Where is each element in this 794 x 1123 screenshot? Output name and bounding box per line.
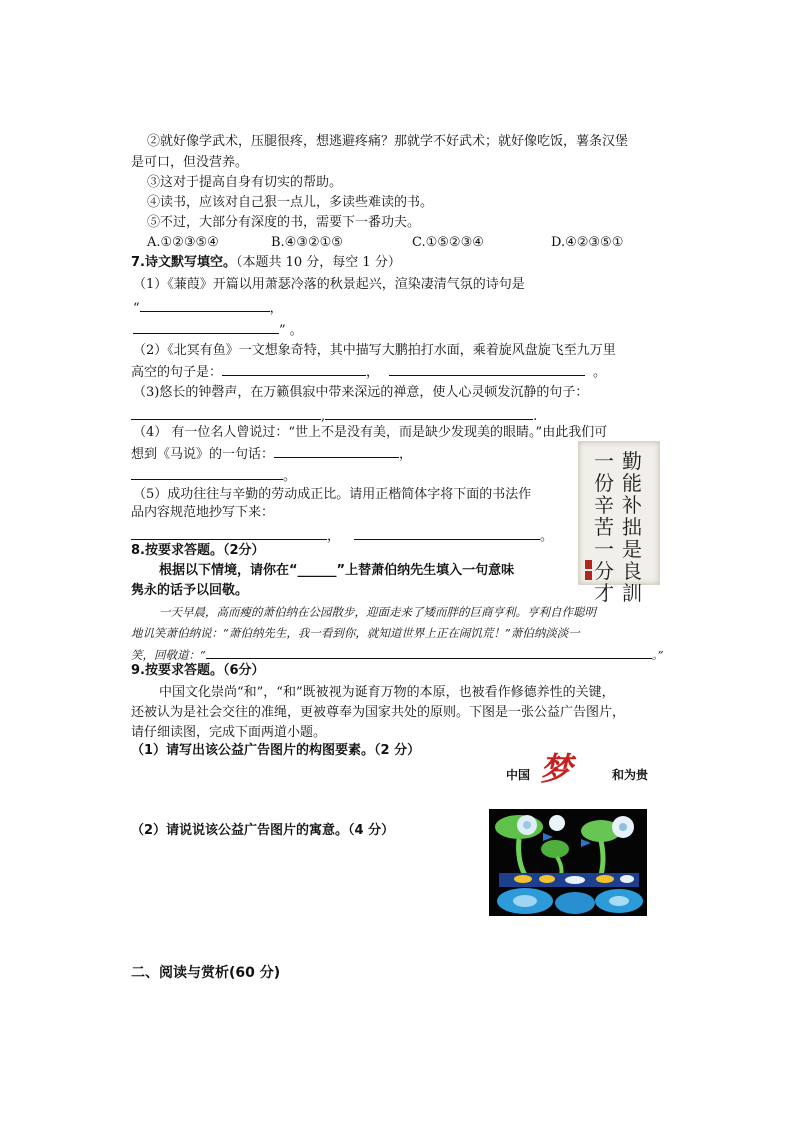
q8-story-end: 。”	[651, 648, 664, 662]
q8-prompt-b: 隽永的话予以回敬。	[131, 583, 249, 598]
q7-part2-prompt: （2）《北冥有鱼》一文想象奇特，其中描写大鹏拍打水面，乘着旋风盘旋飞至九万里	[133, 343, 616, 358]
q7-heading-line	[131, 254, 401, 272]
lotus-illustration	[489, 809, 647, 916]
q7-blank-10[interactable]	[354, 526, 540, 540]
q7-part5-lead: 品内容规范地抄写下来：	[131, 505, 275, 520]
q7-part2-line	[131, 362, 606, 382]
q8-story-a: 一天早晨，高而瘦的萧伯纳在公园散步，迎面走来了矮而胖的巨商亨利。亨利自作聪明	[159, 605, 596, 619]
q7-part4-lead: 想到《马说》的一句话：	[131, 447, 275, 462]
q6-sentence-4: ④读书，应该对自己狠一点儿，多读些难读的书。	[147, 195, 434, 210]
q7-part3-prompt: （3)悠长的钟磬声，在万籁俱寂中带来深远的禅意，使人心灵顿发沉静的句子：	[133, 385, 589, 400]
q7-blank-3[interactable]	[222, 362, 366, 376]
q7-part3-end: .	[533, 409, 538, 424]
q9-heading: 9.按要求答题。（6分）	[131, 663, 265, 678]
q9-sub1: （1）请写出该公益广告图片的构图要素。（2 分）	[131, 743, 421, 758]
q7-heading: 7.诗文默写填空。	[131, 255, 236, 270]
q8-prompt-a: 根据以下情境，请你在“______”上替萧伯纳先生填入一句意味	[159, 563, 515, 578]
q6-sentence-5: ⑤不过，大部分有深度的书，需要下一番功夫。	[147, 215, 421, 230]
q7-part3-line	[131, 406, 537, 426]
q7-part1-line2	[133, 320, 303, 340]
q7-part1-close: ” 。	[279, 323, 303, 338]
q6-sentence-2a: ②就好像学武术，压腿很疼，想逃避疼痛？那就学不好武术；就好像吃饭，薯条汉堡	[147, 134, 629, 149]
q6-option-b[interactable]: B.④③②①⑤	[271, 235, 343, 250]
q7-part4-line1	[131, 444, 412, 464]
q7-note: （本题共 10 分，每空 1 分）	[235, 255, 401, 270]
q7-part5-prompt: （5）成功往往与辛勤的劳动成正比。请用正楷简体字将下面的书法作	[133, 487, 532, 502]
q8-story-c: 笑，回敬道：“	[131, 648, 206, 662]
q7-part1-prompt: （1）《蒹葭》开篇以用萧瑟冷落的秋景起兴，渲染凄清气氛的诗句是	[133, 277, 525, 292]
seal-stamp	[585, 560, 592, 569]
calligraphy-column-left: 一 份 辛 苦 一 分 才	[594, 449, 614, 605]
q7-part5-comma: ，	[327, 529, 341, 544]
q7-part2-end: 。	[593, 365, 607, 380]
seal-stamp	[585, 571, 592, 580]
q7-blank-7[interactable]	[274, 444, 399, 458]
q7-part4-end: 。	[283, 469, 297, 484]
q6-sentence-2b: 是可口，但没营养。	[131, 155, 249, 170]
q8-answer-blank[interactable]	[206, 645, 652, 659]
q7-part1-open-quote: “	[133, 301, 140, 316]
q7-part1-comma: ，	[269, 301, 283, 316]
ad-poster-image	[489, 809, 647, 916]
section-2-title: 二、阅读与赏析(60 分)	[131, 965, 281, 981]
q6-option-c[interactable]: C.①⑤②③④	[412, 235, 484, 250]
q7-blank-2[interactable]	[133, 320, 279, 334]
q9-intro-a: 中国文化崇尚“和”，“和”既被视为诞育万物的本原，也被看作修德养性的关键，	[159, 685, 615, 700]
q7-part3-comma: ,	[321, 409, 326, 424]
q7-blank-6[interactable]	[325, 406, 533, 420]
q7-blank-8[interactable]	[131, 466, 283, 480]
q9-intro-c: 请仔细读图，完成下面两道小题。	[131, 725, 327, 740]
calligraphy-column-right: 勤 能 补 拙 是 良 訓	[622, 449, 642, 605]
q6-option-a[interactable]: A.①②③⑤④	[147, 235, 219, 250]
logo-dream-glyph: 梦	[540, 750, 573, 788]
q8-heading: 8.按要求答题。（2分）	[131, 543, 265, 558]
q7-part2-lead: 高空的句子是：	[131, 365, 223, 380]
q7-part4-prompt: （4） 有一位名人曾说过：“世上不是没有美，而是缺少发现美的眼睛。”由此我们可	[133, 425, 608, 440]
q7-blank-1[interactable]	[140, 298, 270, 312]
q6-sentence-3: ③这对于提高自身有切实的帮助。	[147, 175, 343, 190]
q7-part5-end: 。	[540, 529, 554, 544]
q7-blank-4[interactable]	[389, 362, 585, 376]
logo-text-right: 和为贵	[612, 768, 649, 782]
q9-sub2: （2）请说说该公益广告图片的寓意。（4 分）	[131, 823, 395, 838]
q9-intro-b: 还被认为是社会交往的准绳，更被尊奉为国家共处的原则。下图是一张公益广告图片，	[131, 705, 626, 720]
q7-part2-comma: ，	[366, 365, 380, 380]
china-dream-logo	[500, 744, 650, 788]
q8-story-b: 地讥笑萧伯纳说：“萧伯纳先生，我一看到你，就知道世界上正在闹饥荒！”萧伯纳淡淡一	[131, 626, 580, 640]
calligraphy-image	[578, 441, 660, 605]
q7-part4-line2	[131, 466, 296, 486]
q7-blank-9[interactable]	[131, 526, 327, 540]
q7-part4-comma: ，	[399, 447, 413, 462]
q6-option-d[interactable]: D.④②③⑤①	[551, 235, 624, 250]
q7-blank-5[interactable]	[131, 406, 321, 420]
logo-text-left: 中国	[506, 768, 531, 782]
q7-part1-line1	[133, 298, 283, 318]
